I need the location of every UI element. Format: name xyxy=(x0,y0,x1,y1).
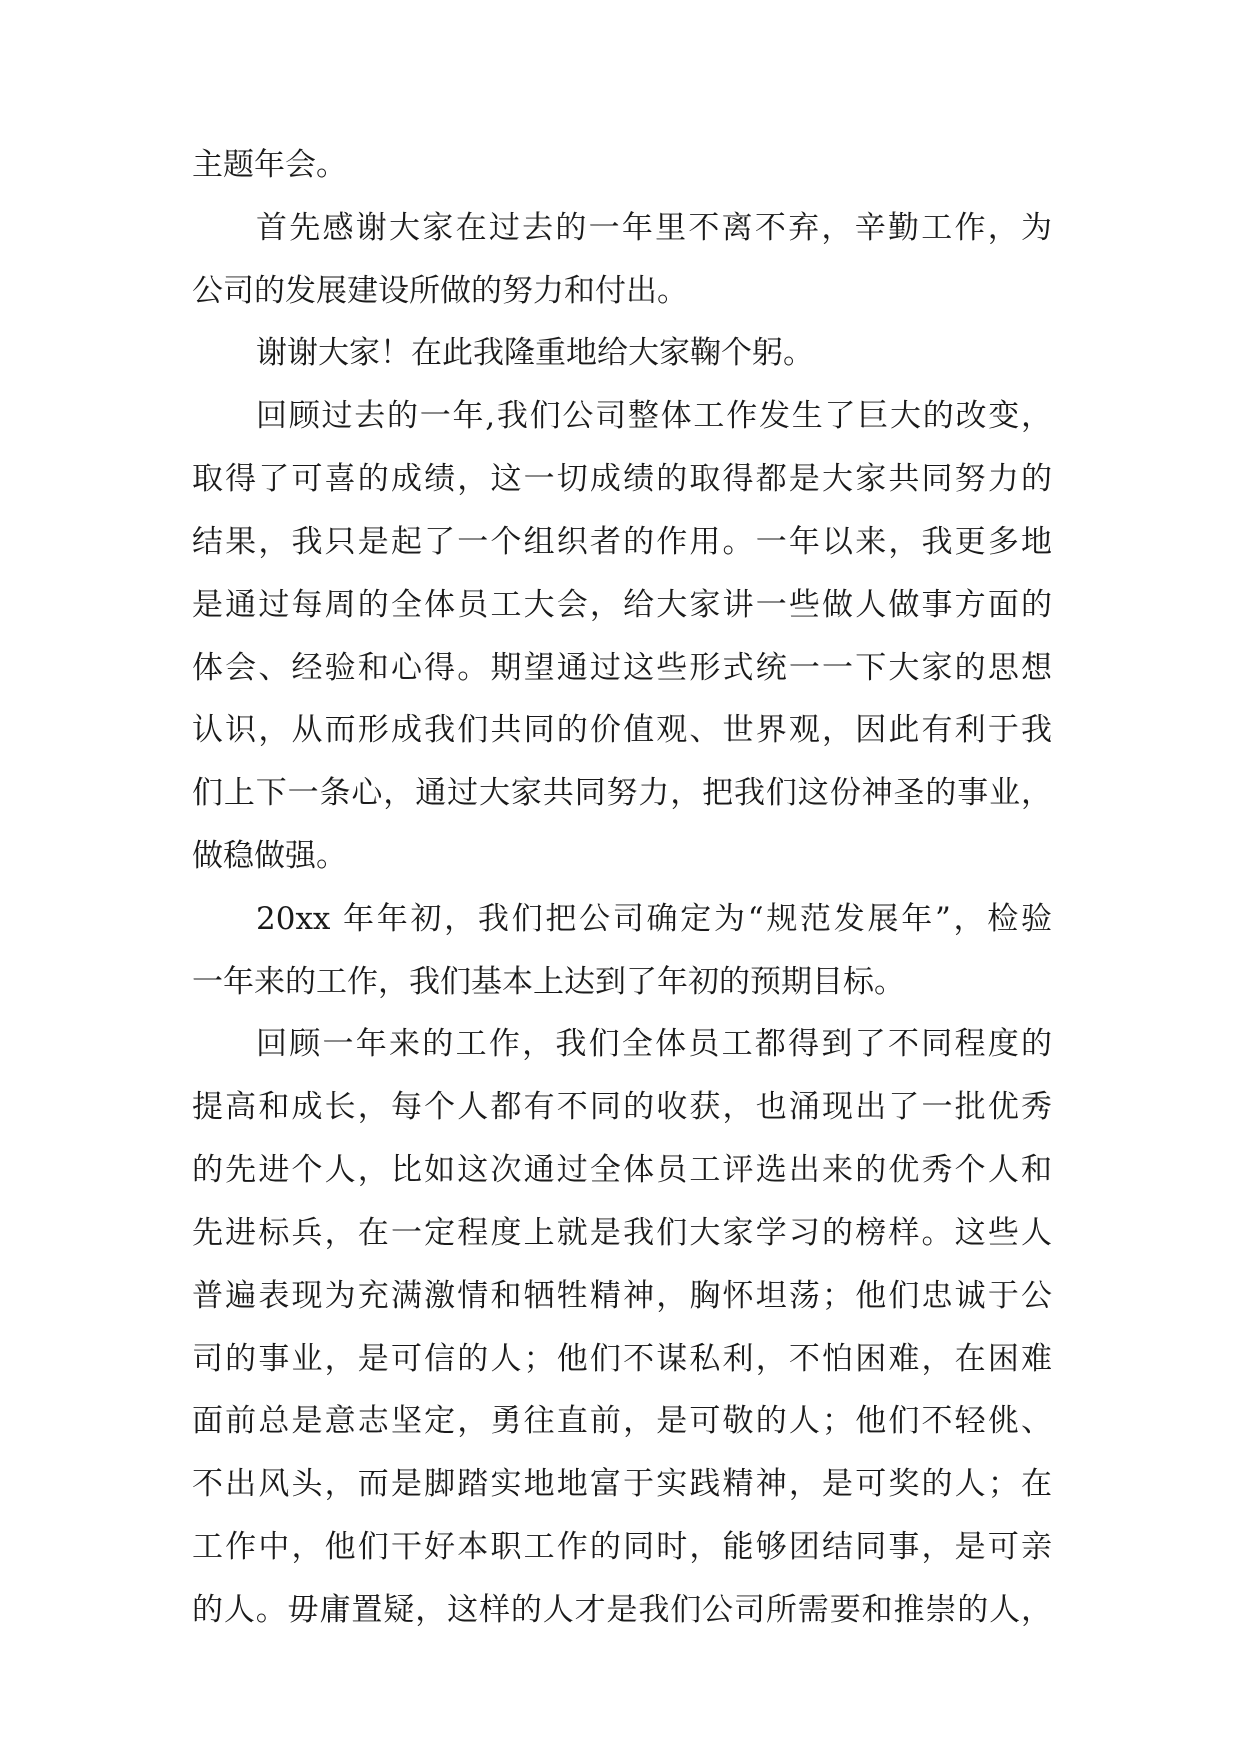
text-line: 公司的发展建设所做的努力和付出。 xyxy=(192,273,688,309)
text-line: 首先感谢大家在过去的一年里不离不弃，辛勤工作，为 xyxy=(256,210,1052,246)
text-line: 一年来的工作，我们基本上达到了年初的预期目标。 xyxy=(192,964,905,1000)
text-line: 的人。毋庸置疑，这样的人才是我们公司所需要和推崇的人， xyxy=(192,1592,1052,1628)
text-line: 20xx 年年初，我们把公司确定为“规范发展年”，检验 xyxy=(256,901,1052,937)
text-line: 认识，从而形成我们共同的价值观、世界观，因此有利于我 xyxy=(192,712,1052,748)
text-line: 是通过每周的全体员工大会，给大家讲一些做人做事方面的 xyxy=(192,587,1052,623)
text-line: 们上下一条心，通过大家共同努力，把我们这份神圣的事业， xyxy=(192,775,1052,811)
text-line: 主题年会。 xyxy=(192,147,347,183)
text-line: 工作中，他们干好本职工作的同时，能够团结同事，是可亲 xyxy=(192,1529,1052,1565)
text-line: 提高和成长，每个人都有不同的收获，也涌现出了一批优秀 xyxy=(192,1089,1052,1125)
text-line: 先进标兵，在一定程度上就是我们大家学习的榜样。这些人 xyxy=(192,1215,1052,1251)
text-line: 普遍表现为充满激情和牺牲精神，胸怀坦荡；他们忠诚于公 xyxy=(192,1278,1052,1314)
text-line: 面前总是意志坚定，勇往直前，是可敬的人；他们不轻佻、 xyxy=(192,1403,1052,1439)
text-line: 回顾一年来的工作，我们全体员工都得到了不同程度的 xyxy=(256,1026,1052,1062)
text-line: 谢谢大家！在此我隆重地给大家鞠个躬。 xyxy=(256,335,814,371)
text-line: 取得了可喜的成绩，这一切成绩的取得都是大家共同努力的 xyxy=(192,461,1052,497)
text-line: 体会、经验和心得。期望通过这些形式统一一下大家的思想 xyxy=(192,650,1052,686)
text-line: 的先进个人，比如这次通过全体员工评选出来的优秀个人和 xyxy=(192,1152,1052,1188)
text-line: 做稳做强。 xyxy=(192,838,347,874)
text-line: 司的事业，是可信的人；他们不谋私利，不怕困难，在困难 xyxy=(192,1341,1052,1377)
text-line: 结果，我只是起了一个组织者的作用。一年以来，我更多地 xyxy=(192,524,1052,560)
text-line: 回顾过去的一年,我们公司整体工作发生了巨大的改变， xyxy=(256,398,1052,434)
text-line: 不出风头，而是脚踏实地地富于实践精神，是可奖的人；在 xyxy=(192,1466,1052,1502)
